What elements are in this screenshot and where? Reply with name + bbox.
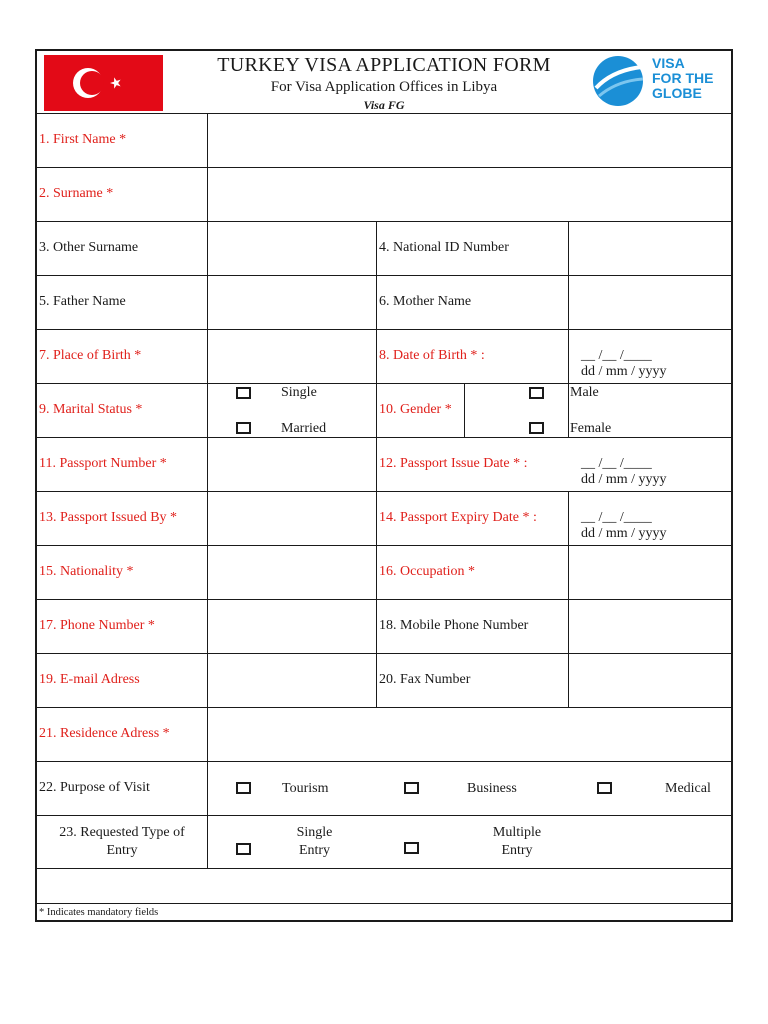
- national-id-label: 4. National ID Number: [379, 240, 509, 255]
- single-entry-checkbox[interactable]: [236, 843, 251, 855]
- father-name-label: 5. Father Name: [39, 294, 126, 309]
- fax-number-field[interactable]: [570, 655, 731, 705]
- fax-number-label: 20. Fax Number: [379, 672, 471, 687]
- gender-label: 10. Gender *: [379, 402, 452, 417]
- business-checkbox[interactable]: [404, 782, 419, 794]
- visa-for-the-globe-logo: [590, 55, 725, 107]
- form-tag: Visa FG: [363, 98, 405, 112]
- passport-issue-date-label: 12. Passport Issue Date * :: [379, 456, 528, 471]
- single-entry-option-label: [277, 824, 352, 860]
- father-name-field[interactable]: [209, 277, 374, 327]
- mother-name-label: 6. Mother Name: [379, 294, 472, 309]
- visa-form: [35, 49, 733, 922]
- tourism-option-label: Tourism: [282, 781, 329, 796]
- place-of-birth-field[interactable]: [209, 331, 374, 381]
- single-entry-line1: Single: [296, 825, 333, 840]
- email-field[interactable]: [209, 655, 374, 705]
- logo-line-1: VISA: [652, 55, 685, 71]
- residence-address-label: 21. Residence Adress *: [39, 726, 170, 741]
- passport-number-field[interactable]: [209, 439, 374, 489]
- male-option-label: Male: [570, 385, 599, 400]
- mobile-phone-label: 18. Mobile Phone Number: [379, 618, 529, 633]
- issue-date-blanks: __ /__ /____: [581, 456, 652, 471]
- passport-expiry-date-field[interactable]: [570, 493, 731, 543]
- female-checkbox[interactable]: [529, 422, 544, 434]
- first-name-field[interactable]: [209, 115, 731, 165]
- national-id-field[interactable]: [570, 223, 731, 273]
- multiple-entry-line2: Entry: [501, 843, 533, 858]
- residence-address-field[interactable]: [209, 709, 731, 759]
- nationality-field[interactable]: [209, 547, 374, 597]
- married-option-label: Married: [281, 421, 327, 436]
- dob-format-hint: dd / mm / yyyy: [581, 364, 667, 379]
- multiple-entry-line1: Multiple: [492, 825, 542, 840]
- purpose-of-visit-label: 22. Purpose of Visit: [39, 780, 150, 795]
- occupation-label: 16. Occupation *: [379, 564, 476, 579]
- form-title: TURKEY VISA APPLICATION FORM: [217, 54, 551, 76]
- other-surname-label: 3. Other Surname: [39, 240, 139, 255]
- married-checkbox[interactable]: [236, 422, 251, 434]
- occupation-field[interactable]: [570, 547, 731, 597]
- phone-number-field[interactable]: [209, 601, 374, 651]
- logo-line-3: GLOBE: [652, 85, 702, 101]
- business-option-label: Business: [467, 781, 517, 796]
- mother-name-field[interactable]: [570, 277, 731, 327]
- expiry-date-format-hint: dd / mm / yyyy: [581, 526, 667, 541]
- nationality-label: 15. Nationality *: [39, 564, 134, 579]
- issue-date-format-hint: dd / mm / yyyy: [581, 472, 667, 487]
- passport-number-label: 11. Passport Number *: [39, 456, 167, 471]
- other-surname-field[interactable]: [209, 223, 374, 273]
- place-of-birth-label: 7. Place of Birth *: [39, 348, 142, 363]
- dob-blanks: __ /__ /____: [581, 348, 652, 363]
- form-subtitle: For Visa Application Offices in Libya: [270, 79, 498, 95]
- single-checkbox[interactable]: [236, 387, 251, 399]
- logo-line-2: FOR THE: [652, 70, 714, 86]
- multiple-entry-checkbox[interactable]: [404, 842, 419, 854]
- single-entry-line2: Entry: [298, 843, 331, 858]
- date-of-birth-label: 8. Date of Birth * :: [379, 348, 485, 363]
- passport-expiry-date-label: 14. Passport Expiry Date * :: [379, 510, 537, 525]
- surname-field[interactable]: [209, 169, 731, 219]
- date-of-birth-field[interactable]: [570, 331, 731, 381]
- passport-issued-by-field[interactable]: [209, 493, 374, 543]
- multiple-entry-option-label: [477, 824, 557, 860]
- email-label: 19. E-mail Adress: [39, 672, 140, 687]
- phone-number-label: 17. Phone Number *: [39, 618, 155, 633]
- requested-entry-label: [39, 815, 205, 868]
- globe-icon: [590, 55, 646, 107]
- expiry-date-blanks: __ /__ /____: [581, 510, 652, 525]
- male-checkbox[interactable]: [529, 387, 544, 399]
- first-name-label: 1. First Name *: [39, 132, 127, 147]
- requested-entry-label-line1: 23. Requested Type of: [59, 824, 185, 840]
- single-option-label: Single: [281, 385, 317, 400]
- mandatory-fields-note: * Indicates mandatory fields: [39, 907, 159, 918]
- medical-option-label: Medical: [665, 781, 711, 796]
- female-option-label: Female: [570, 421, 612, 436]
- passport-issue-date-field[interactable]: [570, 439, 731, 489]
- surname-label: 2. Surname *: [39, 186, 114, 201]
- mobile-phone-field[interactable]: [570, 601, 731, 651]
- marital-status-label: 9. Marital Status *: [39, 402, 143, 417]
- passport-issued-by-label: 13. Passport Issued By *: [39, 510, 178, 525]
- tourism-checkbox[interactable]: [236, 782, 251, 794]
- medical-checkbox[interactable]: [597, 782, 612, 794]
- requested-entry-label-line2: Entry: [106, 842, 138, 858]
